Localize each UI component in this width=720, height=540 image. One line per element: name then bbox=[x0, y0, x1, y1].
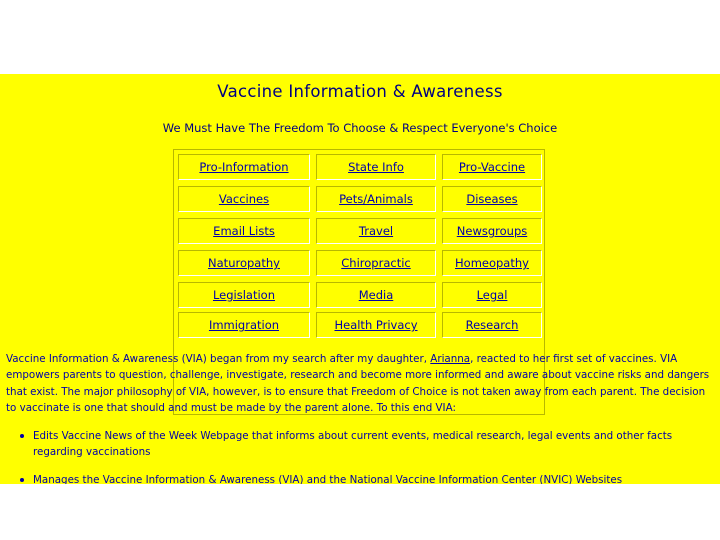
nav-cell[interactable] bbox=[178, 312, 310, 338]
nav-cell[interactable] bbox=[442, 154, 542, 180]
nav-link-state-info[interactable]: State Info bbox=[348, 160, 404, 174]
nav-link-pro-information[interactable]: Pro-Information bbox=[199, 160, 289, 174]
nav-link-legal[interactable]: Legal bbox=[476, 288, 508, 302]
nav-link-pro-vaccine[interactable]: Pro-Vaccine bbox=[458, 160, 526, 174]
list-item-text: Manages the Vaccine Information & Awareness (VIA) and the National Vaccine Information Center (NVIC) Websites bbox=[33, 474, 623, 484]
daughter-link[interactable]: Arianna bbox=[430, 353, 471, 365]
nav-cell[interactable] bbox=[316, 218, 436, 244]
nav-link-travel[interactable]: Travel bbox=[358, 224, 394, 238]
nav-cell[interactable] bbox=[316, 154, 436, 180]
nav-cell[interactable] bbox=[442, 250, 542, 276]
nav-link-homeopathy[interactable]: Homeopathy bbox=[455, 256, 529, 270]
nav-cell[interactable] bbox=[442, 282, 542, 308]
intro-text-start: Vaccine Information & Awareness (VIA) began from my search after my daughter, bbox=[6, 353, 428, 365]
nav-cell[interactable] bbox=[442, 186, 542, 212]
list-item bbox=[20, 428, 710, 460]
nav-cell[interactable] bbox=[178, 154, 310, 180]
activities-list bbox=[20, 428, 710, 484]
nav-cell[interactable] bbox=[442, 218, 542, 244]
nav-cell[interactable] bbox=[316, 186, 436, 212]
list-item-text: Edits Vaccine News of the Week Webpage that informs about current events, medical research, legal events and other facts regarding vaccinations bbox=[33, 430, 673, 458]
intro-text-rest: , reacted to her first set of vaccines. VIA empowers parents to question, challenge, investigate, research and become more informed and aware about vaccine risks and dangers that exist. The major philosophy of VIA, however, is to ensure that Freedom of Choice is not taken away from each parent. The decision to vaccinate is one that should and must be made by the parent alone. To this end VIA: bbox=[6, 353, 710, 414]
nav-cell[interactable] bbox=[316, 282, 436, 308]
site-title: Vaccine Information & Awareness bbox=[217, 82, 503, 101]
bullet-icon bbox=[20, 434, 24, 438]
page-content bbox=[0, 74, 720, 484]
nav-link-legislation[interactable]: Legislation bbox=[212, 288, 276, 302]
nav-link-vaccines[interactable]: Vaccines bbox=[218, 192, 270, 206]
nav-link-diseases[interactable]: Diseases bbox=[466, 192, 518, 206]
nav-link-naturopathy[interactable]: Naturopathy bbox=[208, 256, 280, 270]
intro-paragraph bbox=[6, 351, 714, 416]
nav-link-health-privacy[interactable]: Health Privacy bbox=[334, 318, 418, 332]
nav-cell[interactable] bbox=[178, 186, 310, 212]
bullet-icon bbox=[20, 478, 24, 482]
nav-link-pets-animals[interactable]: Pets/Animals bbox=[339, 192, 413, 206]
nav-cell[interactable] bbox=[178, 282, 310, 308]
nav-link-email-lists[interactable]: Email Lists bbox=[213, 224, 275, 238]
site-tagline: We Must Have The Freedom To Choose & Respect Everyone's Choice bbox=[162, 121, 558, 135]
nav-cell[interactable] bbox=[442, 312, 542, 338]
nav-cell[interactable] bbox=[316, 250, 436, 276]
nav-link-chiropractic[interactable]: Chiropractic bbox=[341, 256, 411, 270]
nav-link-media[interactable]: Media bbox=[358, 288, 394, 302]
nav-link-research[interactable]: Research bbox=[465, 318, 519, 332]
nav-link-newsgroups[interactable]: Newsgroups bbox=[456, 224, 528, 238]
nav-cell[interactable] bbox=[178, 218, 310, 244]
nav-cell[interactable] bbox=[178, 250, 310, 276]
nav-cell[interactable] bbox=[316, 312, 436, 338]
nav-link-immigration[interactable]: Immigration bbox=[208, 318, 280, 332]
list-item bbox=[20, 472, 710, 484]
